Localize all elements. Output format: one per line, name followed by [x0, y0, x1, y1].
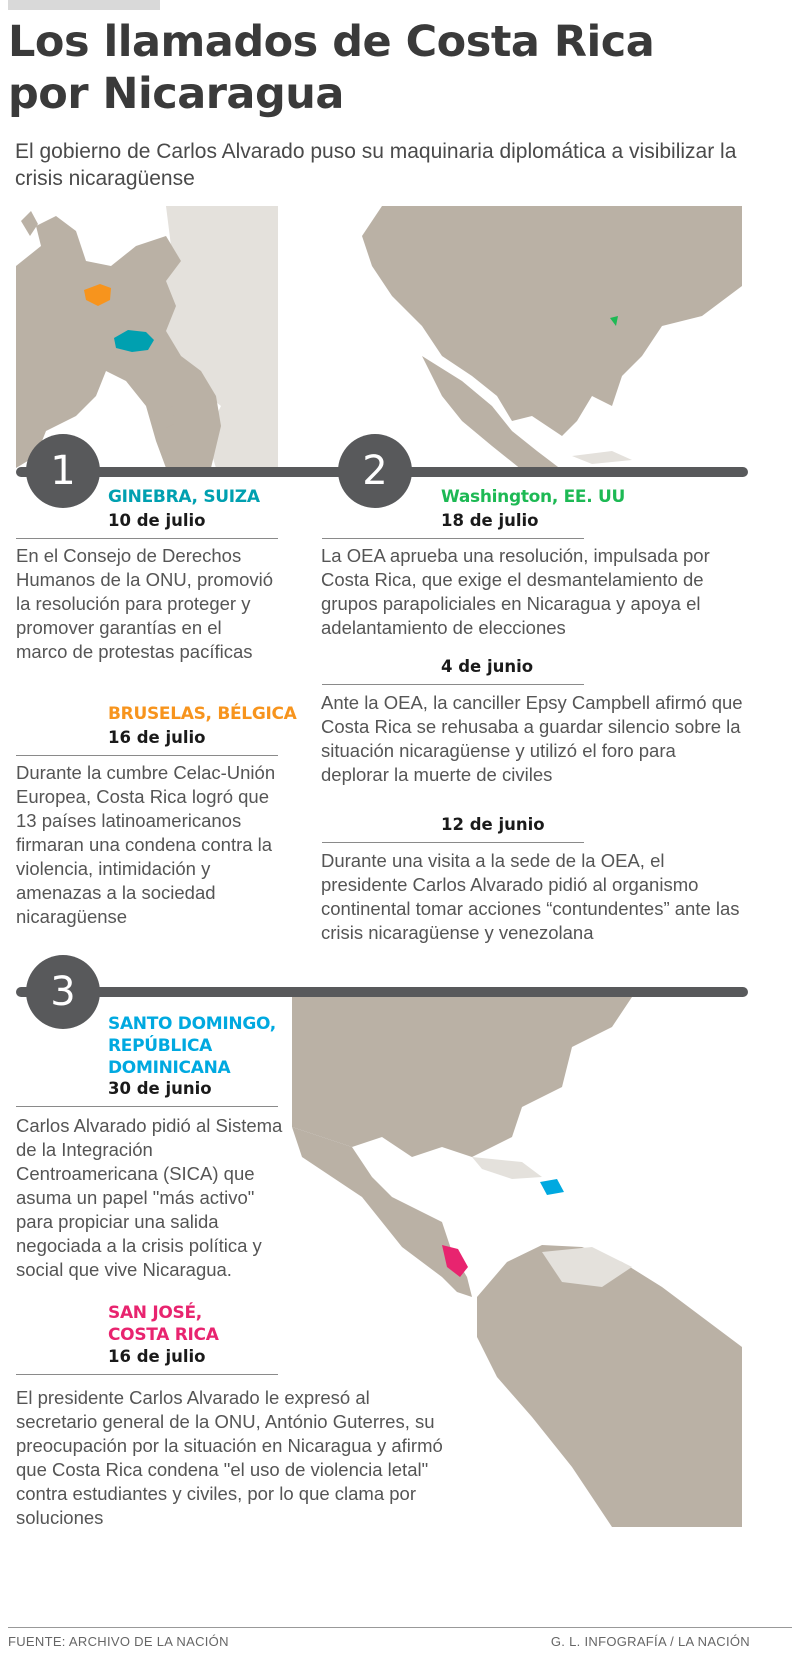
- page-title: Los llamados de Costa Rica por Nicaragua: [8, 17, 655, 119]
- date-12-junio: 12 de junio: [441, 815, 545, 834]
- text-santo-domingo: Carlos Alvarado pidió al Sistema de la Integración Centroamericana (SICA) que asuma un papel "más activo" para propiciar una salida negociada a la crisis política y social que vive Nicaragua.: [16, 1115, 283, 1280]
- divider-4-junio: [322, 684, 584, 685]
- footer-credit: G. L. INFOGRAFÍA / LA NACIÓN: [550, 1634, 750, 1649]
- divider-santo-domingo: [16, 1106, 278, 1107]
- place-san-jose: SAN JOSÉ, COSTA RICA: [108, 1303, 219, 1345]
- place-santo-domingo: SANTO DOMINGO, REPÚBLICA DOMINICANA: [108, 1014, 276, 1078]
- footer-source: FUENTE: ARCHIVO DE LA NACIÓN: [8, 1634, 229, 1649]
- date-4-junio: 4 de junio: [441, 657, 534, 676]
- step-circle-3: 3: [26, 955, 100, 1029]
- page-subtitle: El gobierno de Carlos Alvarado puso su maquinaria diplomática a visibilizar la crisis nicaragüense: [15, 140, 737, 190]
- divider-san-jose: [16, 1374, 278, 1375]
- date-san-jose: 16 de julio: [108, 1347, 206, 1366]
- step-circle-2: 2: [338, 434, 412, 508]
- text-12-junio: Durante una visita a la sede de la OEA, el presidente Carlos Alvarado pidió al organismo continental tomar acciones “contundentes” ante las crisis nicaragüense y venezolana: [321, 850, 740, 943]
- north-america-map: [362, 206, 742, 470]
- divider-ginebra: [16, 538, 278, 539]
- text-washington: La OEA aprueba una resolución, impulsada por Costa Rica, que exige el desmantelamiento de grupos parapoliciales en Nicaragua y apoya el adelantamiento de elecciones: [321, 545, 710, 638]
- text-ginebra: En el Consejo de Derechos Humanos de la ONU, promovió la resolución para proteger y promover garantías en el marco de protestas pacíficas: [16, 545, 274, 662]
- place-washington: Washington, EE. UU: [441, 487, 626, 507]
- text-bruselas: Durante la cumbre Celac-Unión Europea, Costa Rica logró que 13 países latinoamericanos firmaran una condena contra la violencia, intimidación y amenazas a la sociedad nicaragüense: [16, 762, 276, 927]
- divider-washington: [322, 538, 584, 539]
- text-san-jose: El presidente Carlos Alvarado le expresó al secretario general de la ONU, António Guterres, su preocupación por la situación en Nicaragua y afirmó que Costa Rica condena "el uso de violencia letal" contra estudiantes y civiles, por lo que clama por soluciones: [16, 1387, 443, 1528]
- date-washington: 18 de julio: [441, 511, 539, 530]
- date-santo-domingo: 30 de junio: [108, 1079, 212, 1098]
- divider-bruselas: [16, 755, 278, 756]
- footer-divider: [8, 1627, 792, 1628]
- europe-map: [16, 206, 278, 468]
- divider-12-junio: [322, 842, 584, 843]
- timeline-bar-bottom: [16, 987, 748, 997]
- text-4-junio: Ante la OEA, la canciller Epsy Campbell afirmó que Costa Rica se rehusaba a guardar silencio sobre la situación nicaragüense y utilizó el foro para deplorar la muerte de civiles: [321, 692, 743, 785]
- date-bruselas: 16 de julio: [108, 728, 206, 747]
- place-bruselas: BRUSELAS, BÉLGICA: [108, 704, 297, 724]
- top-accent-bar: [8, 0, 160, 10]
- date-ginebra: 10 de julio: [108, 511, 206, 530]
- place-ginebra: GINEBRA, SUIZA: [108, 487, 260, 507]
- step-circle-1: 1: [26, 434, 100, 508]
